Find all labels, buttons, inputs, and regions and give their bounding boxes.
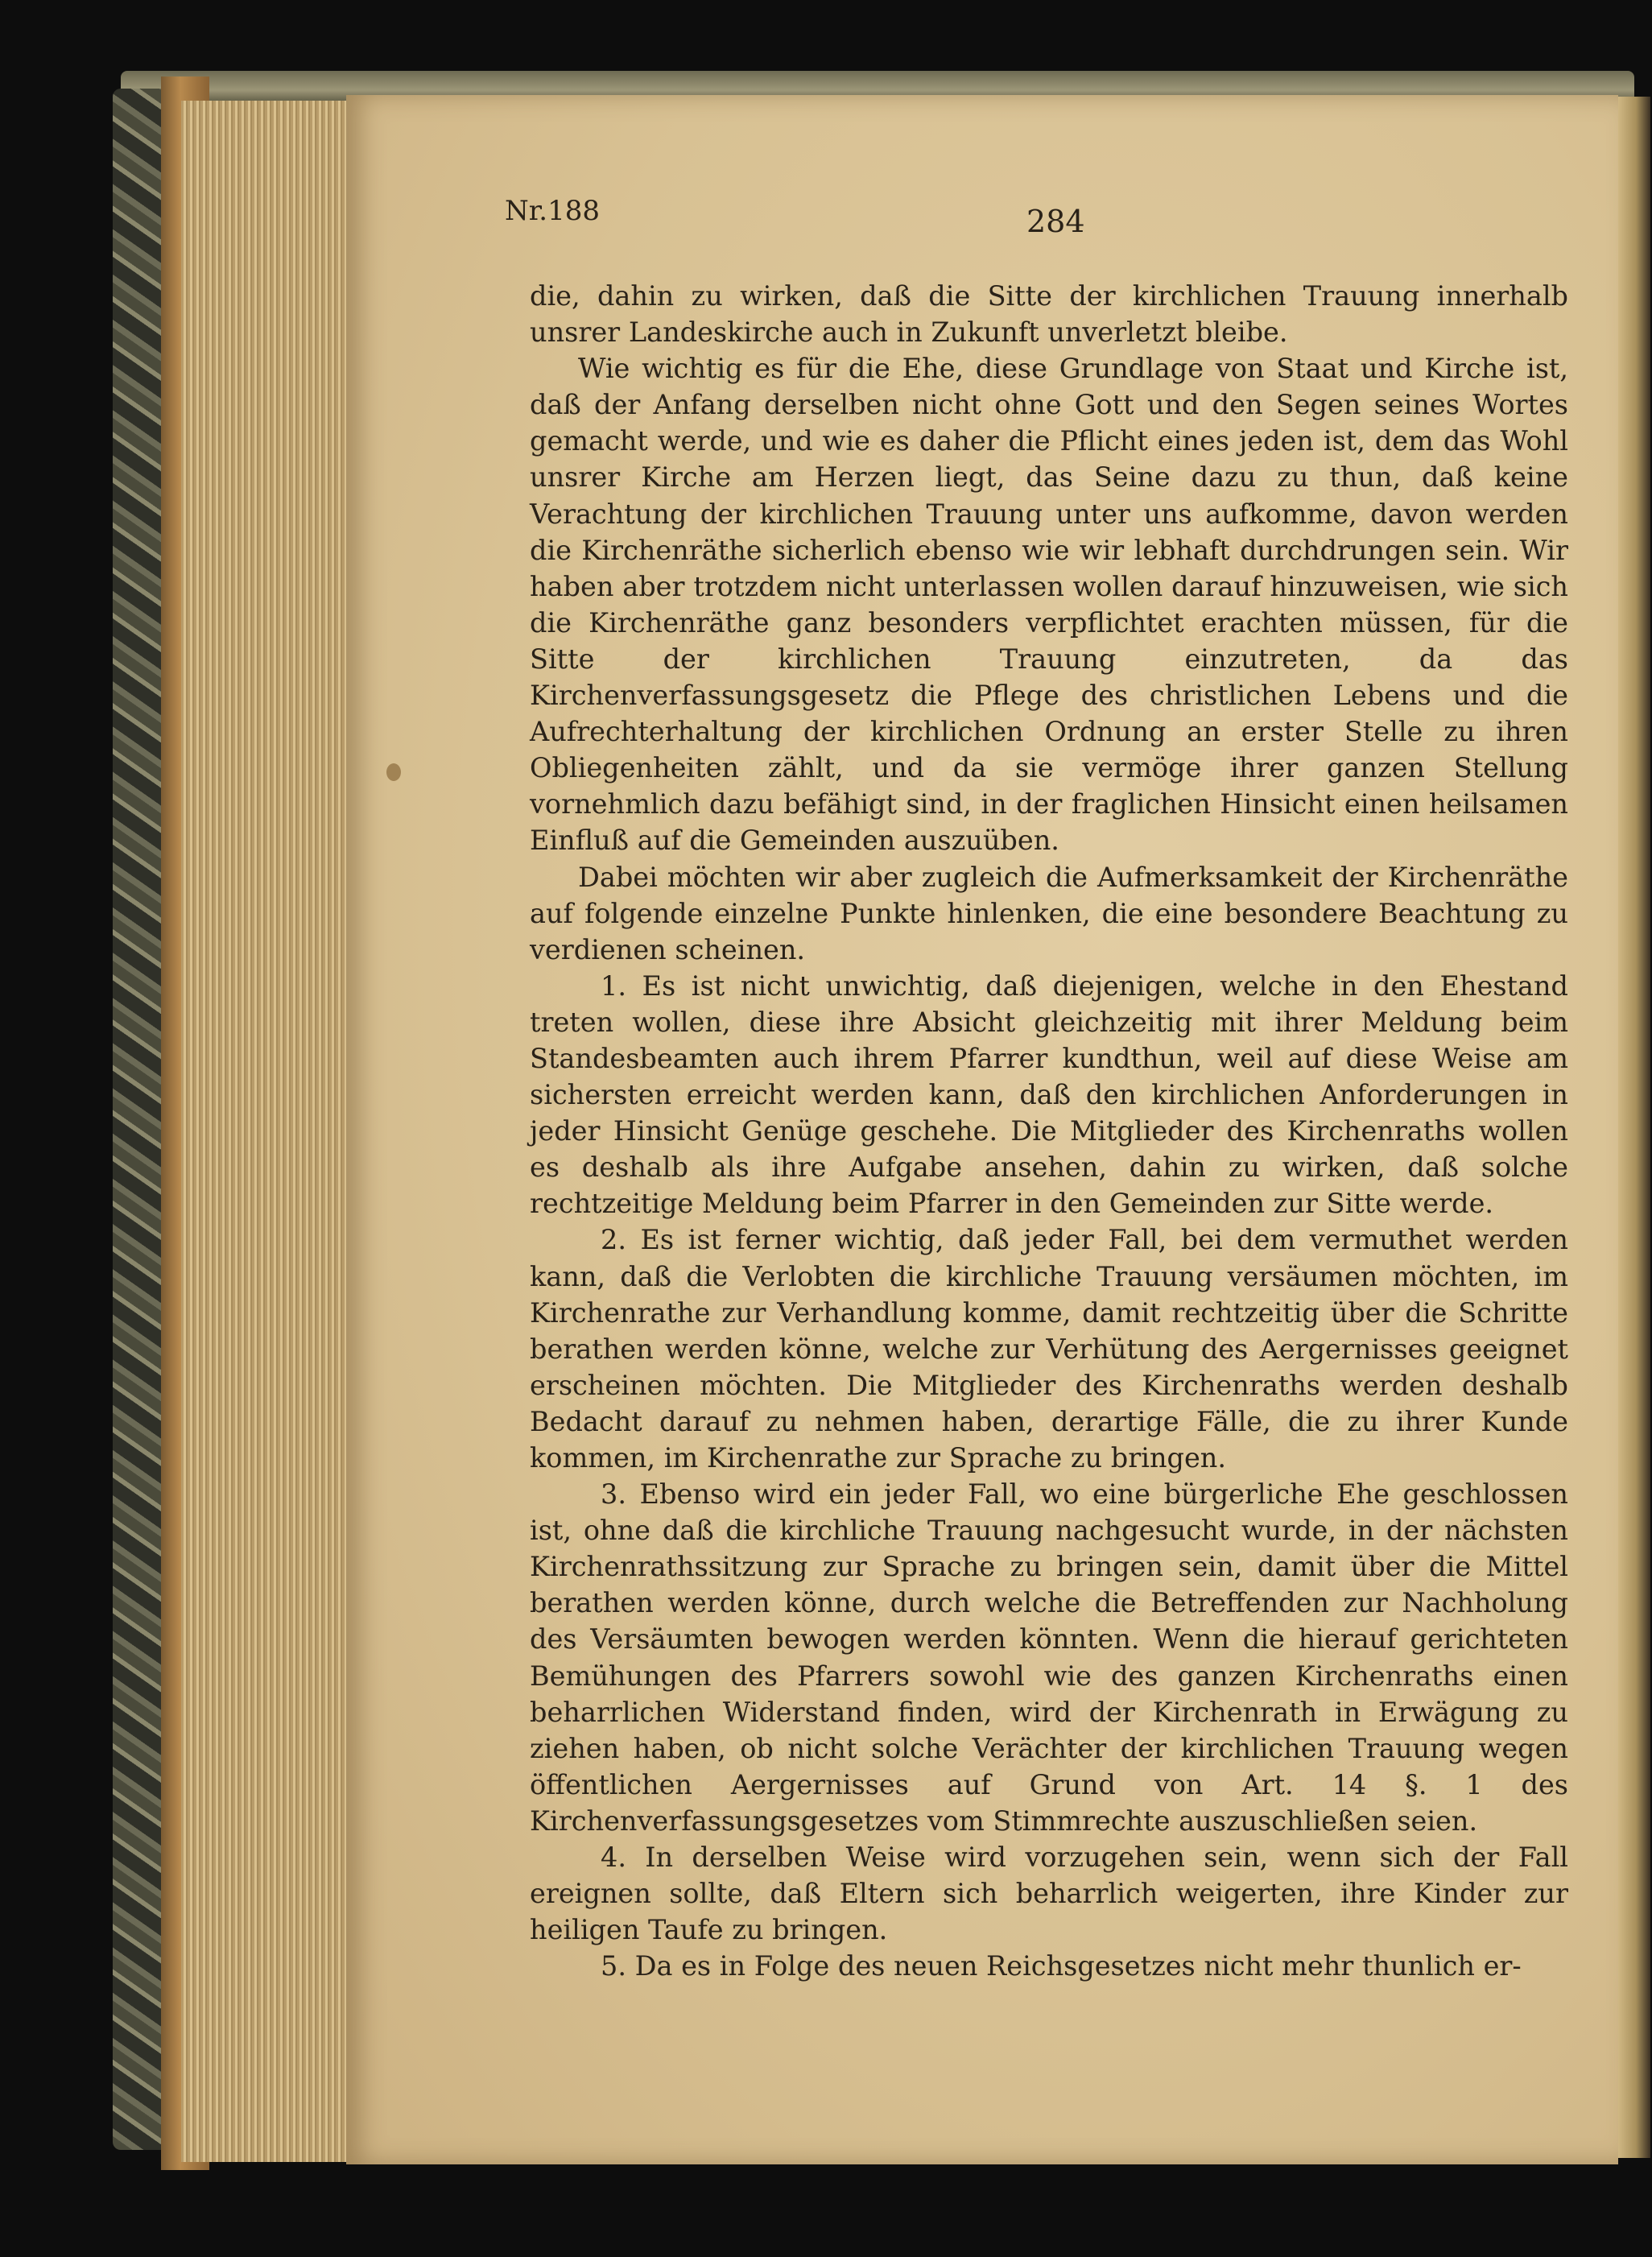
point-2: 2. Es ist ferner wichtig, daß jeder Fall, bei dem vermuthet werden kann, daß die Verlobten die kirchliche Trauung versäumen möchten, im Kirchenrathe zur Verhandlung komme, damit rechtzeitig über die Schritte berathen werden könne, welche zur Verhütung des Aergernisses geeignet erscheinen möchten. Die Mitglieder des Kirchenraths werden deshalb Bedacht darauf zu nehmen haben, derartige Fälle, die zu ihrer Kunde kommen, im Kirchenrathe zur Sprache zu bringen. [530,1224,1568,1474]
ink-stain [386,763,401,781]
page-number: 284 [1026,204,1085,239]
point-5: 5. Da es in Folge des neuen Reichsgesetzes nicht mehr thunlich er- [601,1950,1522,1982]
page-edges-stack [181,101,346,2162]
document-number: Nr.188 [505,195,600,227]
paragraph-points-intro: Dabei möchten wir aber zugleich die Aufmerksamkeit der Kirchenräthe auf folgende einzelne Punkte hinlenken, die eine besondere Beachtung zu verdienen scheinen. [530,861,1568,965]
paragraph-importance: Wie wichtig es für die Ehe, diese Grundlage von Staat und Kirche ist, daß der Anfang derselben nicht ohne Gott und den Segen seines Wortes gemacht werde, und wie es daher die Pflicht eines jeden ist, dem das Wohl unsrer Kirche am Herzen liegt, das Seine dazu zu thun, daß keine Verachtung der kirchlichen Trauung unter uns aufkomme, davon werden die Kirchenräthe sicherlich ebenso wie wir lebhaft durchdrungen sein. Wir haben aber trotzdem nicht unterlassen wollen darauf hinzuweisen, wie sich die Kirchenräthe ganz besonders verpflichtet erachten müssen, für die Sitte der kirchlichen Trauung einzutreten, da das Kirchenverfassungsgesetz die Pflege des christlichen Lebens und die Aufrechterhaltung der kirchlichen Ordnung an erster Stelle zu ihren Obliegenheiten zählt, und da sie vermöge ihrer ganzen Stellung vornehmlich dazu befähigt sind, in der fraglichen Hinsicht einen heilsamen Einfluß auf die Gemeinden auszuüben. [530,353,1568,857]
right-page-edge [1614,97,1650,2158]
point-3: 3. Ebenso wird ein jeder Fall, wo eine bürgerliche Ehe geschlossen ist, ohne daß die kirchliche Trauung nachgesucht wurde, in der nächsten Kirchenrathssitzung zur Sprache zu bringen sein, damit über die Mittel berathen werden könne, durch welche die Betreffenden zur Nachholung des Versäumten bewogen werden könnten. Wenn die hierauf gerichteten Bemühungen des Pfarrers sowohl wie des ganzen Kirchenraths einen beharrlichen Widerstand finden, wird der Kirchenrath in Erwägung zu ziehen haben, ob nicht solche Verächter der kirchlichen Trauung wegen öffentlichen Aergernisses auf Grund von Art. 14 §. 1 des Kirchenverfassungsgesetzes vom Stimmrechte auszuschließen seien. [530,1478,1568,1837]
paragraph-continuation: die, dahin zu wirken, daß die Sitte der kirchlichen Trauung innerhalb unsrer Landeskirche auch in Zukunft unverletzt bleibe. [530,280,1568,349]
point-4: 4. In derselben Weise wird vorzugehen sein, wenn sich der Fall ereignen sollte, daß Eltern sich beharrlich weigerten, ihre Kinder zur heiligen Taufe zu bringen. [530,1842,1568,1946]
body-text [530,278,1568,1984]
point-1: 1. Es ist nicht unwichtig, daß diejenigen, welche in den Ehestand treten wollen, diese ihre Absicht gleichzeitig mit ihrer Meldung beim Standesbeamten auch ihrem Pfarrer kundthun, weil auf diese Weise am sichersten erreicht werden kann, daß den kirchlichen Anforderungen in jeder Hinsicht Genüge geschehe. Die Mitglieder des Kirchenraths wollen es deshalb als ihre Aufgabe ansehen, dahin zu wirken, daß solche rechtzeitige Meldung beim Pfarrer in den Gemeinden zur Sitte werde. [530,969,1568,1220]
